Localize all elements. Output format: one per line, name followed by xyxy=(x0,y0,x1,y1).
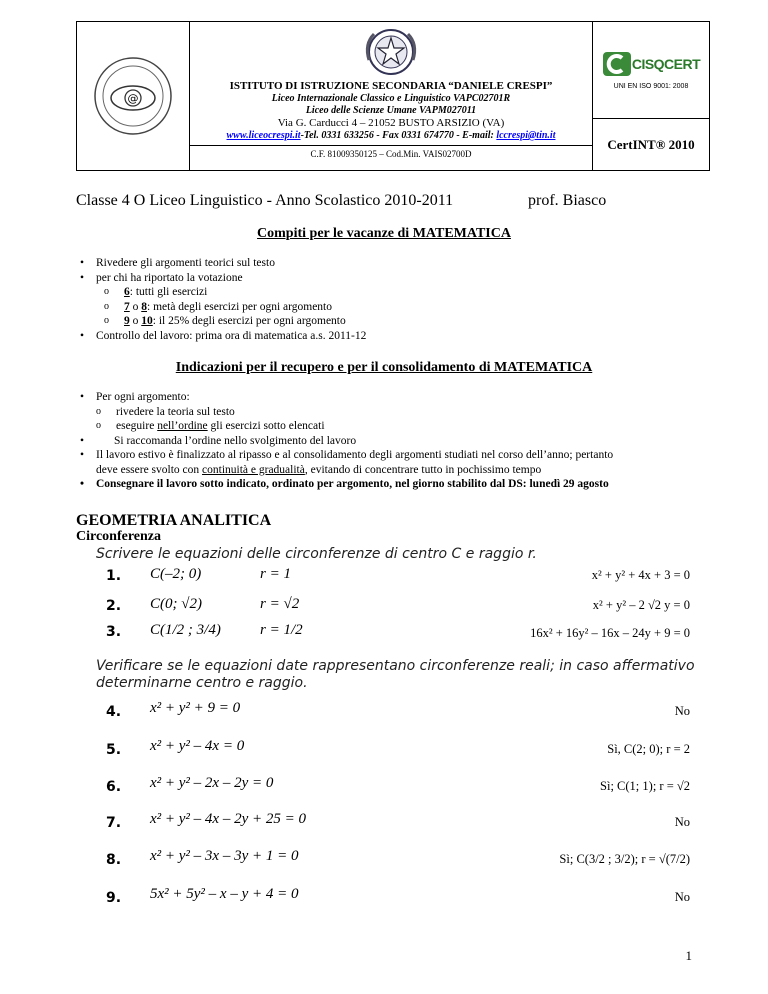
list-item: • per chi ha riportato la votazione xyxy=(76,271,366,286)
website-link[interactable]: www.liceocrespi.it xyxy=(226,130,301,141)
recovery-title: Indicazioni per il recupero e per il consolidamento di MATEMATICA xyxy=(175,360,593,375)
tax-code: C.F. 81009350125 – Cod.Min. VAIS02700D xyxy=(190,145,592,161)
school-line-1: Liceo Internazionale Classico e Linguistico VAPC02701R xyxy=(271,93,511,104)
certification-cell xyxy=(593,22,709,170)
exercise-equation: x² + y² – 4x = 0 xyxy=(150,738,245,754)
section-title: GEOMETRIA ANALITICA xyxy=(76,512,272,529)
iso-standard: UNI EN ISO 9001: 2008 xyxy=(613,82,689,90)
homework-list xyxy=(76,256,366,343)
cisqcert-logo-icon xyxy=(602,51,632,77)
list-item: o rivedere la teoria sul testo xyxy=(76,405,716,420)
letterhead xyxy=(76,21,710,171)
school-line-2: Liceo delle Scienze Umane VAPM027011 xyxy=(305,105,477,116)
exercise-answer: Sì, C(2; 0); r = 2 xyxy=(607,742,690,756)
list-item: deve essere svolto con continuità e gradualità, evitando di concentrare tutto in pochissimo tempo xyxy=(96,463,542,476)
school-seal-icon xyxy=(91,54,175,138)
exercise-radius: r = 1 xyxy=(260,566,291,582)
list-item: o eseguire nell’ordine gli esercizi sotto elencati xyxy=(76,419,716,434)
email-link[interactable]: lccrespi@tin.it xyxy=(496,130,556,141)
list-item: • Consegnare il lavoro sotto indicato, ordinato per argomento, nel giorno stabilito dal DS: lunedì 29 agosto xyxy=(76,477,716,492)
list-item: • Il lavoro estivo è finalizzato al ripasso e al consolidamento degli argomenti studiati nel corso dell’anno; pertanto xyxy=(76,448,716,463)
class-line: Classe 4 O Liceo Linguistico - Anno Scolastico 2010-2011 xyxy=(76,192,454,209)
instruction-1: Scrivere le equazioni delle circonferenze di centro C e raggio r. xyxy=(96,546,537,562)
institute-name: ISTITUTO DI ISTRUZIONE SECONDARIA “DANIELE CRESPI” xyxy=(229,80,553,92)
exercise-answer: x² + y² + 4x + 3 = 0 xyxy=(591,568,690,582)
exercise-equation: x² + y² – 3x – 3y + 1 = 0 xyxy=(150,848,299,864)
exercise-radius: r = 1/2 xyxy=(260,622,303,638)
list-item: • Rivedere gli argomenti teorici sul testo xyxy=(76,256,366,271)
exercise-answer: x² + y² – 2 √2 y = 0 xyxy=(592,598,690,612)
list-item: o 9 o 10: il 25% degli esercizi per ogni argomento xyxy=(76,314,366,329)
cisqcert-logo-text: CISQCERT xyxy=(631,55,701,72)
page-number: 1 xyxy=(685,948,692,963)
exercise-center: C(0; √2) xyxy=(150,596,202,612)
exercise-number: 6. xyxy=(106,779,122,795)
exercise-number: 2. xyxy=(106,598,122,614)
exercise-answer: No xyxy=(674,704,690,718)
exercise-number: 3. xyxy=(106,624,122,640)
exercise-answer: 16x² + 16y² – 16x – 24y + 9 = 0 xyxy=(530,626,690,640)
list-item: • Per ogni argomento: xyxy=(76,390,716,405)
contact-line xyxy=(190,130,592,142)
exercise-number: 7. xyxy=(106,815,122,831)
exercise-number: 1. xyxy=(106,568,122,584)
exercise-equation: 5x² + 5y² – x – y + 4 = 0 xyxy=(150,886,299,902)
exercise-center: C(–2; 0) xyxy=(150,566,202,582)
exercise-equation: x² + y² – 4x – 2y + 25 = 0 xyxy=(150,811,306,827)
exercise-number: 9. xyxy=(106,890,122,906)
list-item: • Si raccomanda l’ordine nello svolgimento del lavoro xyxy=(76,434,716,449)
exercise-number: 5. xyxy=(106,742,122,758)
exercise-answer: No xyxy=(674,890,690,904)
exercise-answer: Sì; C(1; 1); r = √2 xyxy=(600,779,690,793)
professor: prof. Biasco xyxy=(528,192,607,209)
certint-label: CertINT® 2010 xyxy=(607,136,695,152)
exercise-number: 4. xyxy=(106,704,122,720)
homework-title: Compiti per le vacanze di MATEMATICA xyxy=(257,226,511,241)
exercise-center: C(1/2 ; 3/4) xyxy=(150,622,221,638)
republic-emblem-icon xyxy=(360,24,422,78)
instruction-2: Verificare se le equazioni date rappresentano circonferenze reali; in caso affermativo determinarne centro e raggio. xyxy=(96,658,695,691)
school-seal-cell xyxy=(77,22,190,170)
exercise-equation: x² + y² – 2x – 2y = 0 xyxy=(150,775,274,791)
list-item: o 6: tutti gli esercizi xyxy=(76,285,366,300)
svg-text:@: @ xyxy=(127,92,139,105)
exercise-equation: x² + y² + 9 = 0 xyxy=(150,700,241,716)
institute-info xyxy=(190,22,593,170)
exercise-number: 8. xyxy=(106,852,122,868)
exercise-answer: No xyxy=(674,815,690,829)
subsection-title: Circonferenza xyxy=(76,529,162,544)
exercise-answer: Sì; C(3/2 ; 3/2); r = √(7/2) xyxy=(559,852,690,866)
address: Via G. Carducci 4 – 21052 BUSTO ARSIZIO (VA) xyxy=(277,117,505,129)
phone-fax: -Tel. 0331 633256 - Fax 0331 674770 - E-mail: xyxy=(300,130,497,141)
list-item: • Controllo del lavoro: prima ora di matematica a.s. 2011-12 xyxy=(76,329,366,344)
recovery-list xyxy=(76,390,716,492)
list-item: o 7 o 8: metà degli esercizi per ogni argomento xyxy=(76,300,366,315)
exercise-radius: r = √2 xyxy=(260,596,300,612)
